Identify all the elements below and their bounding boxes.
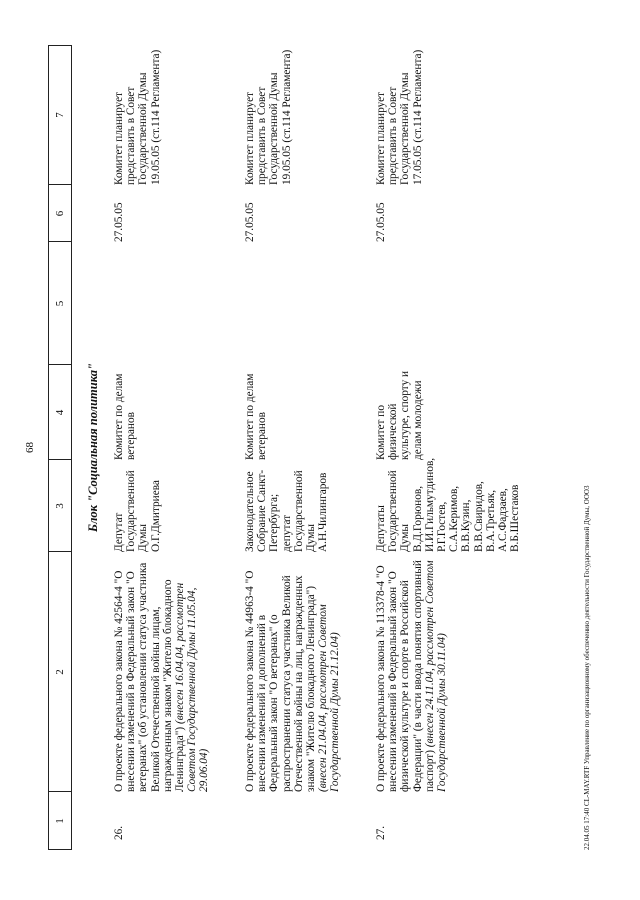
bill-initiator: Депутат Государственной Думы О.Г.Дмитриева xyxy=(113,470,162,552)
committee-plan: Комитет планирует представить в Совет Государственной Думы 19.05.05 (ст.114 Регламента) xyxy=(113,49,162,185)
responsible-committee: Комитет по делам ветеранов xyxy=(113,373,138,460)
deadline-date: 27.05.05 xyxy=(113,202,125,242)
row-number: 26. xyxy=(113,825,125,840)
column-header-6: 6 xyxy=(54,210,66,217)
page-footer: 22.04.05 17:40 CL-MAY.RTF Управление по организационному обеспечению деятельности Государственной Думы, ООО3 xyxy=(583,485,591,850)
header-bottom-border xyxy=(71,45,72,850)
bill-note: (внесен 21.04.04, рассмотрен Советом Государственной Думы 21.12.04) xyxy=(317,604,342,792)
column-header-5: 5 xyxy=(54,300,66,307)
bill-note: (внесен 24.11.04, рассмотрен Советом Государственной Думы 30.11.04) xyxy=(423,560,449,792)
rotated-content xyxy=(24,45,591,850)
row-number: 27. xyxy=(375,825,387,840)
responsible-committee: Комитет по делам ветеранов xyxy=(244,373,269,460)
column-header-4: 4 xyxy=(54,409,66,416)
committee-plan: Комитет планирует представить в Совет Государственной Думы 19.05.05 (ст.114 Регламента) xyxy=(244,49,293,185)
bill-description xyxy=(375,552,448,792)
bill-title: О проекте федерального закона № 44963-4 "О внесении изменений и дополнений в Федеральный закон "О ветеранах" (о распространении статуса участника Великой Отечественной войны на лиц, награжденных знаком "Жителю блокадного Ленинграда") xyxy=(244,570,318,792)
column-header-2: 2 xyxy=(54,669,66,675)
bill-initiator: Законодательное Собрание Санкт-Петербурга; депутат Государственной Думы А.Н.Чилингаров xyxy=(244,469,330,552)
column-header-1: 1 xyxy=(54,818,66,824)
block-title: Блок "Социальная политика" xyxy=(86,363,100,532)
bill-title: О проекте федерального закона № 42564-4 "О внесении изменений в Федеральный закон "О ветеранах" (об установлении статуса участника Великой Отечественной войны лицам, награжденным знаком "Жителю блокадного Ленинграда") xyxy=(113,562,187,792)
page-number: 68 xyxy=(24,442,36,453)
bill-description xyxy=(113,552,211,792)
bill-initiator: Депутаты Государственной Думы В.Д.Горюнов, И.И.Гильмутдинов, Р.Г.Гостев, С.А.Керимов, В.В.Кузин, В.В.Свиридов, В.А.Третьяк, А.С.Фадзаев, В.Б.Шестаков xyxy=(375,457,522,552)
bill-description xyxy=(244,552,342,792)
committee-plan: Комитет планирует представить в Совет Государственной Думы 17.05.05 (ст.114 Регламента) xyxy=(375,49,424,185)
deadline-date: 27.05.05 xyxy=(375,202,387,242)
bill-title: О проекте федерального закона № 113378-4 "О внесении изменений в Федеральный закон "О физической культуре и спорте в Российской Федерации" (в части ввода понятия спортивный паспорт) xyxy=(375,560,436,792)
column-header-7: 7 xyxy=(54,112,66,118)
agenda-table xyxy=(48,45,563,850)
responsible-committee: Комитет по физической культуре, спорту и делам молодежи xyxy=(375,370,424,460)
column-header-3: 3 xyxy=(54,503,66,509)
deadline-date: 27.05.05 xyxy=(244,202,256,242)
bill-note: (внесен 16.04.04, рассмотрен Советом Государственной Думы 11.05.04, 29.06.04) xyxy=(174,582,211,792)
